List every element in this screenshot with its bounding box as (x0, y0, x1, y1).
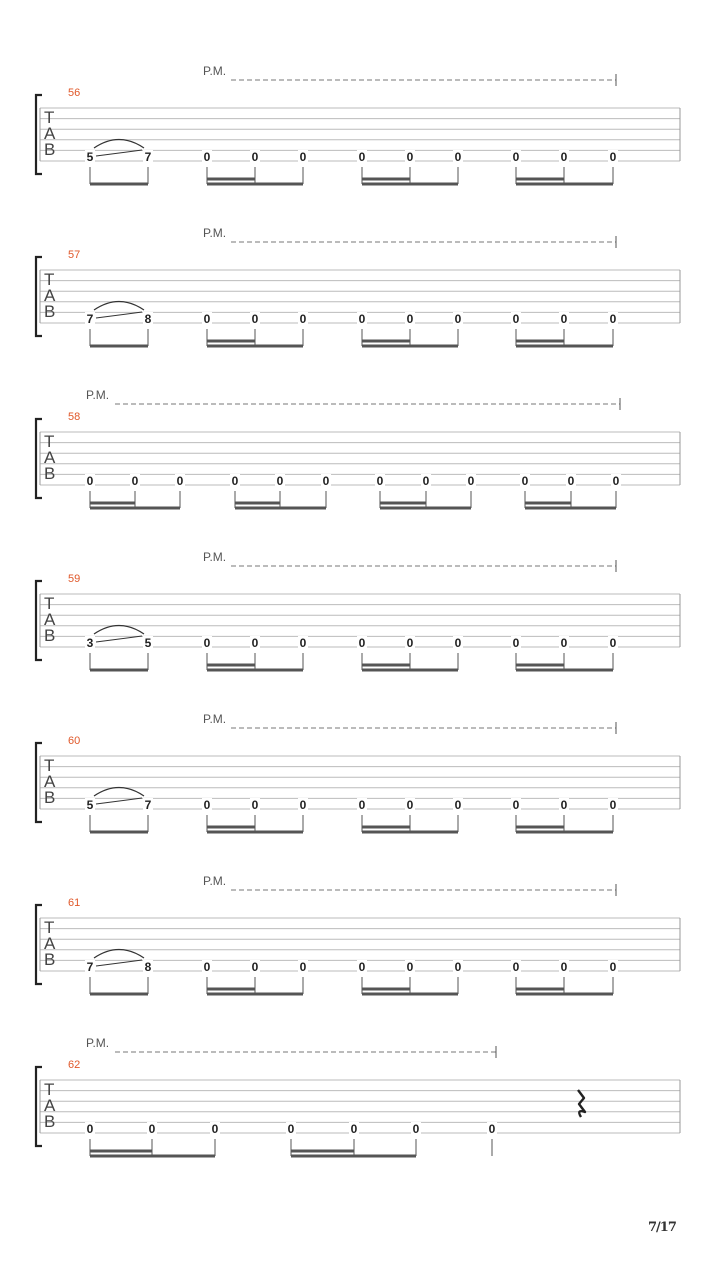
tab-system (36, 64, 680, 184)
fret-number: 0 (609, 960, 617, 974)
tab-system (36, 226, 680, 346)
tab-clef-letter: A (44, 610, 56, 629)
system-bracket (36, 905, 42, 984)
note-group (357, 312, 463, 346)
note-group (357, 798, 463, 832)
fret-number: 0 (454, 798, 462, 812)
fret-number: 0 (287, 1122, 295, 1136)
tab-system (36, 874, 680, 994)
note-group (85, 302, 153, 347)
fret-number: 0 (131, 474, 139, 488)
note-group (230, 474, 331, 508)
tab-clef-letter: B (44, 302, 56, 321)
fret-number: 8 (144, 960, 152, 974)
note-group (202, 636, 308, 670)
system-bracket (36, 419, 42, 498)
system-bracket (36, 95, 42, 174)
tab-clef-letter: A (44, 772, 56, 791)
fret-number: 0 (609, 798, 617, 812)
system-bracket (36, 743, 42, 822)
tab-clef-letter: T (44, 432, 55, 451)
note-group (511, 636, 618, 670)
tab-clef-letter: B (44, 1112, 56, 1131)
tab-clef-letter: B (44, 788, 56, 807)
note-group (511, 960, 618, 994)
fret-number: 5 (86, 150, 94, 164)
fret-number: 0 (512, 312, 520, 326)
measure-number: 57 (68, 249, 81, 261)
tab-clef-letter: T (44, 918, 55, 937)
note-group (202, 150, 308, 184)
tab-clef-letter: T (44, 108, 55, 127)
fret-number: 0 (251, 636, 259, 650)
note-group (85, 950, 153, 995)
page-number: 7/17 (648, 1220, 676, 1235)
system-bracket (36, 257, 42, 336)
fret-number: 0 (406, 798, 414, 812)
fret-number: 0 (454, 636, 462, 650)
tab-system (36, 550, 680, 670)
fret-number: 0 (609, 150, 617, 164)
slur (94, 788, 144, 797)
tab-clef-letter: T (44, 594, 55, 613)
fret-number: 0 (609, 636, 617, 650)
fret-number: 0 (406, 960, 414, 974)
slur (94, 302, 144, 311)
note-group (85, 140, 153, 185)
fret-number: 0 (406, 150, 414, 164)
note-group (85, 1122, 220, 1156)
measure-number: 56 (68, 87, 81, 99)
note-group (85, 474, 185, 508)
note-group (511, 798, 618, 832)
tab-clef-letter: B (44, 626, 56, 645)
note-group (202, 960, 308, 994)
fret-number: 0 (299, 312, 307, 326)
fret-number: 8 (144, 312, 152, 326)
note-group (511, 150, 618, 184)
slur (94, 140, 144, 149)
fret-number: 0 (299, 150, 307, 164)
fret-number: 0 (251, 150, 259, 164)
note-group (286, 1122, 421, 1156)
tab-clef-letter: B (44, 950, 56, 969)
tab-clef-letter: A (44, 448, 56, 467)
fret-number: 0 (467, 474, 475, 488)
fret-number: 0 (422, 474, 430, 488)
note-group (357, 636, 463, 670)
fret-number: 0 (512, 150, 520, 164)
note-group (357, 960, 463, 994)
fret-number: 0 (299, 798, 307, 812)
fret-number: 0 (512, 636, 520, 650)
tab-clef-letter: A (44, 286, 56, 305)
palm-mute-label: P.M. (86, 388, 110, 402)
note-group (487, 1122, 497, 1156)
fret-number: 0 (358, 960, 366, 974)
fret-number: 0 (560, 960, 568, 974)
tab-system (36, 712, 680, 832)
palm-mute-label: P.M. (203, 226, 227, 240)
fret-number: 0 (454, 150, 462, 164)
tab-clef-letter: A (44, 1096, 56, 1115)
fret-number: 0 (560, 798, 568, 812)
fret-number: 0 (203, 960, 211, 974)
fret-number: 0 (251, 312, 259, 326)
slur (94, 950, 144, 959)
system-bracket (36, 581, 42, 660)
fret-number: 0 (358, 636, 366, 650)
fret-number: 7 (144, 150, 152, 164)
fret-number: 0 (412, 1122, 420, 1136)
tab-system (36, 388, 680, 508)
measure-number: 60 (68, 735, 81, 747)
measure-number: 59 (68, 573, 81, 585)
fret-number: 0 (560, 312, 568, 326)
fret-number: 0 (454, 960, 462, 974)
fret-number: 0 (567, 474, 575, 488)
tab-system (36, 1036, 680, 1156)
fret-number: 0 (358, 150, 366, 164)
palm-mute-label: P.M. (203, 550, 227, 564)
fret-number: 0 (609, 312, 617, 326)
fret-number: 7 (144, 798, 152, 812)
measure-number: 62 (68, 1059, 81, 1071)
tab-clef-letter: B (44, 140, 56, 159)
tab-clef-letter: T (44, 270, 55, 289)
note-group (202, 312, 308, 346)
fret-number: 0 (454, 312, 462, 326)
tab-clef-letter: A (44, 934, 56, 953)
fret-number: 0 (86, 474, 94, 488)
tab-clef-letter: T (44, 1080, 55, 1099)
palm-mute-label: P.M. (203, 874, 227, 888)
fret-number: 0 (322, 474, 330, 488)
fret-number: 0 (521, 474, 529, 488)
fret-number: 0 (560, 636, 568, 650)
fret-number: 0 (358, 798, 366, 812)
fret-number: 0 (560, 150, 568, 164)
fret-number: 5 (144, 636, 152, 650)
fret-number: 0 (299, 960, 307, 974)
fret-number: 0 (211, 1122, 219, 1136)
fret-number: 0 (406, 312, 414, 326)
fret-number: 0 (358, 312, 366, 326)
note-group (202, 798, 308, 832)
note-group (85, 788, 153, 833)
fret-number: 0 (203, 798, 211, 812)
fret-number: 0 (203, 636, 211, 650)
fret-number: 3 (86, 636, 94, 650)
system-bracket (36, 1067, 42, 1146)
note-group (85, 626, 153, 671)
tab-clef-letter: T (44, 756, 55, 775)
fret-number: 0 (176, 474, 184, 488)
fret-number: 0 (512, 798, 520, 812)
fret-number: 0 (350, 1122, 358, 1136)
fret-number: 0 (488, 1122, 496, 1136)
fret-number: 0 (276, 474, 284, 488)
fret-number: 7 (86, 960, 94, 974)
slur (94, 626, 144, 635)
fret-number: 7 (86, 312, 94, 326)
palm-mute-label: P.M. (86, 1036, 110, 1050)
note-group (375, 474, 476, 508)
fret-number: 0 (148, 1122, 156, 1136)
tab-clef-letter: B (44, 464, 56, 483)
fret-number: 0 (203, 150, 211, 164)
fret-number: 0 (406, 636, 414, 650)
fret-number: 0 (376, 474, 384, 488)
palm-mute-label: P.M. (203, 712, 227, 726)
measure-number: 58 (68, 411, 81, 423)
note-group (357, 150, 463, 184)
tab-clef-letter: A (44, 124, 56, 143)
quarter-rest-icon (578, 1090, 585, 1117)
fret-number: 0 (86, 1122, 94, 1136)
note-group (511, 312, 618, 346)
fret-number: 0 (203, 312, 211, 326)
fret-number: 0 (251, 798, 259, 812)
palm-mute-label: P.M. (203, 64, 227, 78)
fret-number: 0 (512, 960, 520, 974)
fret-number: 5 (86, 798, 94, 812)
fret-number: 0 (299, 636, 307, 650)
fret-number: 0 (231, 474, 239, 488)
measure-number: 61 (68, 897, 81, 909)
fret-number: 0 (612, 474, 620, 488)
note-group (520, 474, 621, 508)
fret-number: 0 (251, 960, 259, 974)
